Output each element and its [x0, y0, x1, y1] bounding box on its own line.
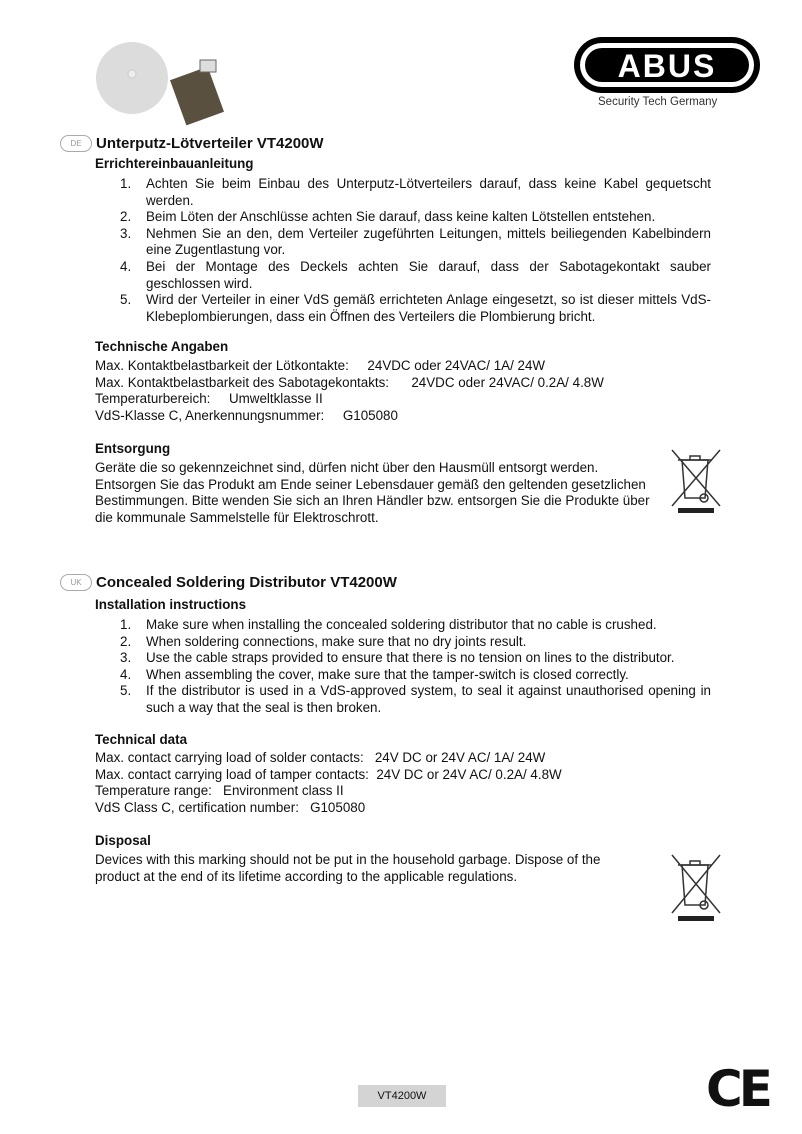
spec-line: Temperaturbereich: Umweltklasse II [95, 391, 323, 407]
ce-mark: CE [706, 1060, 769, 1118]
weee-bin-icon [668, 448, 724, 514]
weee-bin-icon [668, 853, 724, 923]
uk-title-row [60, 574, 397, 591]
de-disposal-text: Geräte die so gekennzeichnet sind, dürfen nicht über den Hausmüll entsorgt werden. Entsorgen Sie das Produkt am Ende seiner Lebensdauer gemäß den geltenden gesetzlichen Bestimmungen. Bitte wenden Sie sich an Ihren Händler bzw. entsorgen Sie die Produkte über die kommunale Sammelstelle für Elektroschrott. [95, 460, 650, 525]
uk-tech-specs [95, 750, 562, 816]
list-item: 3. Nehmen Sie an den, dem Verteiler zugeführten Leitungen, mittels beiliegenden Kabelbindern eine Zugentlastung vor. [120, 225, 711, 258]
spec-line: Max. contact carrying load of tamper contacts: 24V DC or 24V AC/ 0.2A/ 4.8W [95, 766, 562, 782]
list-item: 4. When assembling the cover, make sure that the tamper-switch is closed correctly. [120, 666, 629, 682]
de-title-row [60, 135, 324, 152]
language-badge-de: DE [60, 135, 92, 152]
list-item: 5. If the distributor is used in a VdS-approved system, to seal it against unauthorised opening in such a way that the seal is then broken. [120, 683, 711, 715]
footer-model-label: VT4200W [358, 1085, 446, 1107]
spec-line: VdS-Klasse C, Anerkennungsnummer: G105080 [95, 407, 398, 423]
spec-line: Max. Kontaktbelastbarkeit der Lötkontakte: 24VDC oder 24VAC/ 1A/ 24W [95, 358, 546, 373]
de-install-heading: Errichtereinbauanleitung [95, 156, 254, 171]
uk-title: Concealed Soldering Distributor VT4200W [96, 574, 397, 591]
de-disposal-heading: Entsorgung [95, 441, 171, 456]
uk-steps-list [120, 617, 711, 717]
list-item: 4. Bei der Montage des Deckels achten Sie darauf, dass der Sabotagekontakt sauber geschlossen wird. [120, 258, 711, 291]
de-tech-heading: Technische Angaben [95, 339, 229, 354]
de-steps-list [120, 176, 711, 325]
uk-disposal-text: Devices with this marking should not be put in the household garbage. Dispose of the product at the end of its lifetime according to the applicable regulations. [95, 852, 601, 884]
list-item: 5. Wird der Verteiler in einer VdS gemäß errichteten Anlage eingesetzt, so ist dieser mittels VdS-Klebeplombierungen, dass ein Öffnen des Verteilers die Plombierung bricht. [120, 292, 711, 324]
uk-tech-heading: Technical data [95, 732, 188, 747]
language-badge-uk: UK [60, 574, 92, 591]
uk-disposal-heading: Disposal [95, 833, 151, 848]
uk-install-heading: Installation instructions [95, 597, 247, 612]
abus-logo [572, 35, 762, 95]
de-tech-specs [95, 358, 604, 424]
list-item: 3. Use the cable straps provided to ensure that there is no tension on lines to the distributor. [120, 650, 675, 666]
de-title: Unterputz-Lötverteiler VT4200W [96, 135, 324, 152]
spec-line: Max. Kontaktbelastbarkeit des Sabotagekontakts: 24VDC oder 24VAC/ 0.2A/ 4.8W [95, 374, 604, 390]
logo-tagline: Security Tech Germany [598, 96, 718, 108]
list-item: 1. Achten Sie beim Einbau des Unterputz-Lötverteilers darauf, dass keine Kabel gequetscht werden. [120, 176, 711, 208]
spec-line: VdS Class C, certification number: G105080 [95, 799, 366, 815]
spec-line: Max. contact carrying load of solder contacts: 24V DC or 24V AC/ 1A/ 24W [95, 750, 546, 765]
svg-text:ABUS: ABUS [617, 48, 717, 84]
list-item: 2. When soldering connections, make sure that no dry joints result. [120, 633, 527, 649]
list-item: 1. Make sure when installing the concealed soldering distributor that no cable is crushed. [120, 617, 657, 632]
product-image [92, 42, 242, 132]
list-item: 2. Beim Löten der Anschlüsse achten Sie darauf, dass keine kalten Lötstellen entstehen. [120, 209, 656, 225]
spec-line: Temperature range: Environment class II [95, 783, 344, 799]
